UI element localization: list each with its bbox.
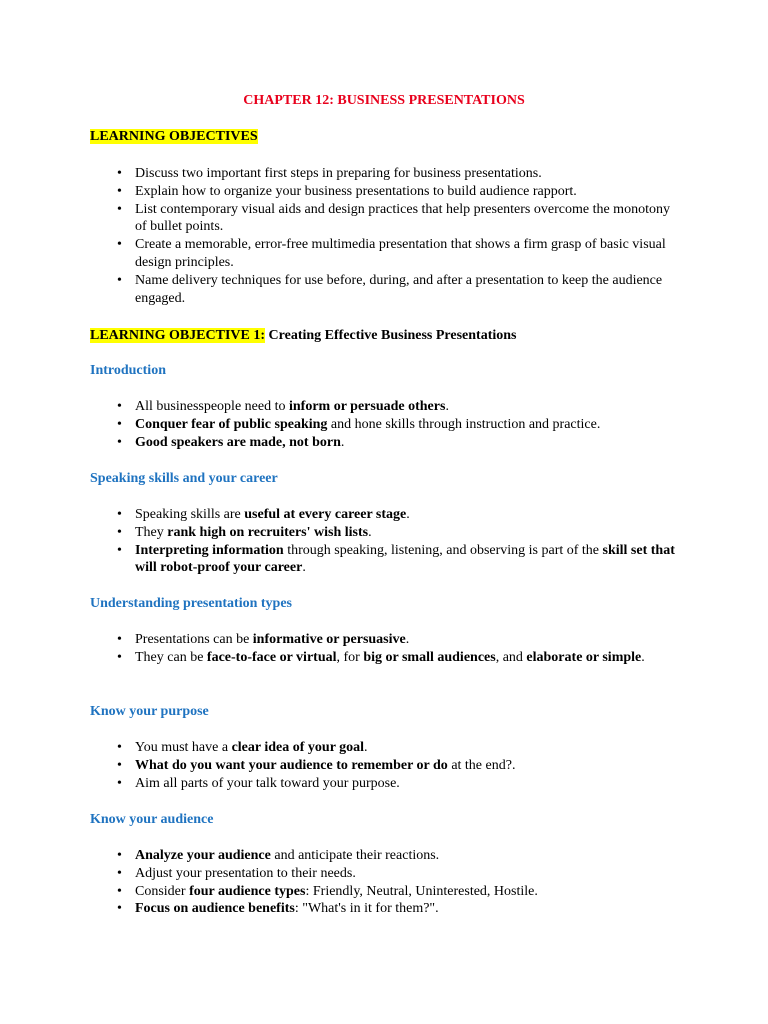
bold-text: Analyze your audience — [135, 848, 271, 863]
objective-item: • Name delivery techniques for use before, during, and after a presentation to keep the audience engaged. — [90, 272, 680, 308]
objective-item: • List contemporary visual aids and design practices that help presenters overcome the monotony of bullet points. — [90, 201, 680, 237]
section-list-know-purpose — [90, 739, 680, 792]
text-run: . — [641, 649, 645, 665]
bullet-item — [90, 631, 680, 649]
bullet-item — [90, 883, 680, 901]
bold-text: face-to-face or virtual — [206, 649, 337, 665]
learning-objectives-heading — [90, 128, 258, 146]
text-run: and anticipate their reactions. — [270, 848, 440, 863]
text-run: They — [135, 524, 168, 540]
learning-objective-1-heading — [90, 327, 517, 345]
section-heading-know-audience: Know your audience — [90, 812, 214, 827]
learning-objective-1-title: Creating Effective Business Presentations — [268, 328, 517, 343]
section-list-know-audience — [90, 847, 680, 918]
text-run: Aim all parts of your talk toward your purpose. — [135, 775, 400, 791]
objectives-list — [90, 165, 680, 307]
text-run: : Friendly, Neutral, Uninterested, Hostile. — [305, 883, 538, 899]
bold-text: skill set that will robot-proof your career — [135, 542, 675, 576]
text-run: Presentations can be — [135, 632, 253, 647]
bullet-item — [90, 775, 680, 793]
bullet-item — [90, 506, 680, 524]
text-run: , and — [495, 649, 527, 665]
text-run: Consider — [135, 883, 190, 899]
bold-text: elaborate or simple — [526, 649, 642, 665]
text-run: . — [406, 507, 410, 522]
bold-text: Conquer fear of public speaking — [135, 416, 328, 432]
bold-text: Good speakers are made, not born — [135, 434, 341, 450]
bold-text: big or small audiences — [363, 649, 496, 665]
section-heading-introduction: Introduction — [90, 363, 166, 378]
bold-text: What do you want your audience to remember or do — [135, 757, 448, 773]
text-run: . — [340, 434, 345, 450]
text-run: You must have a — [135, 740, 232, 755]
section-heading-presentation-types: Understanding presentation types — [90, 596, 292, 611]
bullet-item — [90, 900, 680, 918]
text-run: All businesspeople need to — [135, 399, 289, 414]
text-run: They can be — [135, 649, 207, 665]
bold-text: Focus on audience benefits — [135, 901, 295, 917]
objective-item: • Discuss two important first steps in preparing for business presentations. — [90, 165, 680, 183]
text-run: . — [302, 560, 306, 576]
bullet-item — [90, 542, 680, 578]
bullet-item — [90, 757, 680, 775]
section-list-speaking-skills — [90, 506, 680, 577]
bullet-item — [90, 649, 680, 667]
text-run: . — [364, 740, 368, 755]
bullet-item — [90, 847, 680, 865]
section-heading-speaking-skills: Speaking skills and your career — [90, 471, 278, 486]
bold-text: Interpreting information — [135, 542, 284, 558]
bullet-item — [90, 416, 680, 434]
objective-item: • Explain how to organize your business presentations to build audience rapport. — [90, 183, 680, 201]
bold-text: useful at every career stage — [244, 507, 407, 522]
text-run: at the end?. — [447, 757, 516, 773]
text-run: Adjust your presentation to their needs. — [135, 865, 356, 881]
learning-objectives-heading-text: LEARNING OBJECTIVES — [90, 129, 258, 144]
bold-text: informative or persuasive — [252, 632, 406, 647]
text-run: through speaking, listening, and observing is part of the — [283, 542, 603, 558]
text-run: : "What's in it for them?". — [294, 901, 439, 917]
bold-text: clear idea of your goal — [231, 740, 365, 755]
bullet-item — [90, 398, 680, 416]
bold-text: four audience types — [189, 883, 306, 899]
text-run: . — [368, 524, 372, 540]
text-run: Speaking skills are — [135, 507, 245, 522]
text-run: and hone skills through instruction and practice. — [327, 416, 601, 432]
text-run: . — [405, 632, 410, 647]
bullet-item — [90, 865, 680, 883]
bold-text: rank high on recruiters' wish lists — [167, 524, 369, 540]
bold-text: inform or persuade others — [288, 399, 446, 414]
section-heading-know-purpose: Know your purpose — [90, 704, 209, 719]
text-run: . — [445, 399, 449, 414]
learning-objective-1-label: LEARNING OBJECTIVE 1: — [90, 328, 266, 343]
bullet-item — [90, 739, 680, 757]
section-list-presentation-types — [90, 631, 680, 667]
section-list-introduction — [90, 398, 680, 451]
bullet-item — [90, 524, 680, 542]
text-run: , for — [336, 649, 364, 665]
chapter-title: CHAPTER 12: BUSINESS PRESENTATIONS — [243, 93, 525, 108]
objective-item: • Create a memorable, error-free multimedia presentation that shows a firm grasp of basic visual design principles. — [90, 236, 680, 272]
bullet-item — [90, 434, 680, 452]
